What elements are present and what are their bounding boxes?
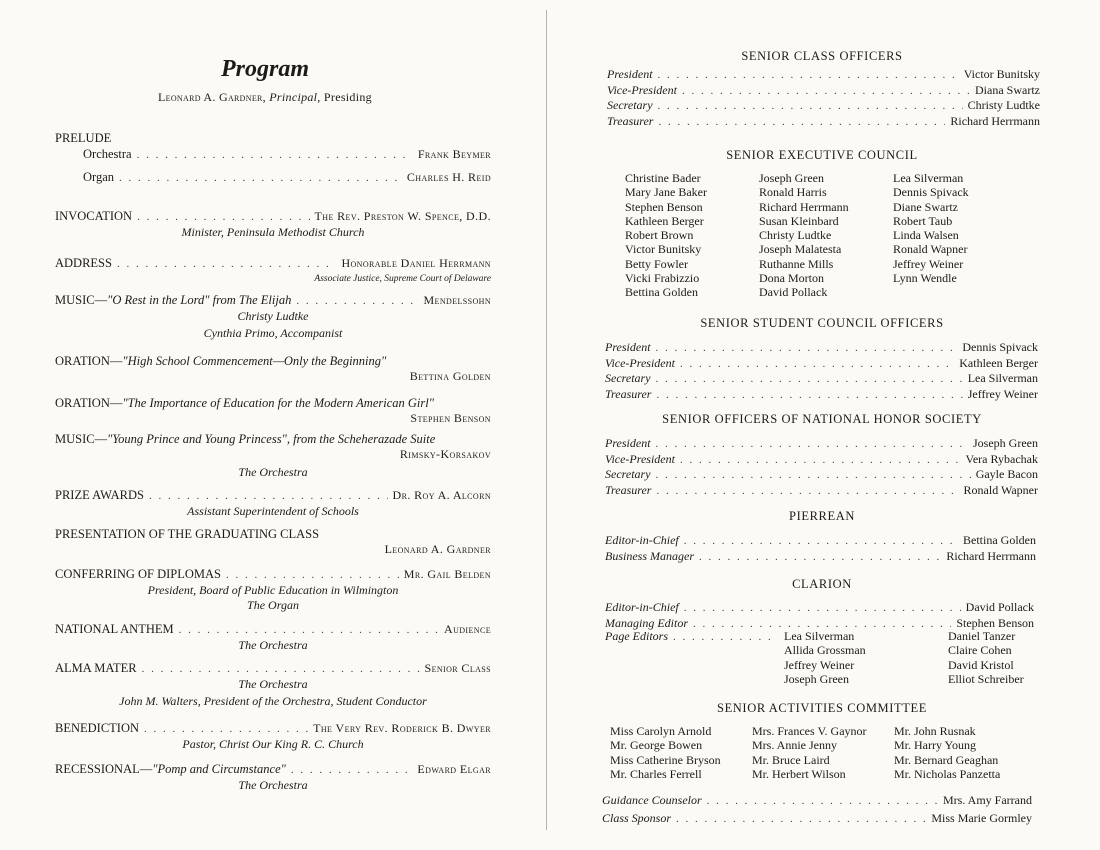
conferring-row xyxy=(55,567,491,583)
member-name: Miss Catherine Bryson xyxy=(610,752,721,767)
anthem-name: Audience xyxy=(444,622,491,636)
alma-mater-conductor: John M. Walters, President of the Orchestra, Student Conductor xyxy=(119,694,427,708)
class-officers-list xyxy=(607,67,1040,129)
oration-2-speaker: Stephen Benson xyxy=(410,411,491,425)
leader-dots xyxy=(673,630,770,645)
conferring-music: The Organ xyxy=(247,598,299,612)
member-name: Joseph Green xyxy=(759,171,824,185)
member-name: Jeffrey Weiner xyxy=(893,256,964,271)
officer-row xyxy=(605,340,1038,356)
leader-dots xyxy=(149,489,388,504)
footer-list xyxy=(602,793,1032,826)
presentation-name: Leonard A. Gardner xyxy=(384,542,491,556)
leader-dots xyxy=(684,601,961,616)
member-name: Mr. Charles Ferrell xyxy=(610,766,702,781)
prize-row xyxy=(55,488,491,504)
leader-dots xyxy=(656,484,958,499)
leader-dots xyxy=(656,372,963,387)
presiding-suffix: Presiding xyxy=(323,90,372,104)
recessional-label: RECESSIONAL— xyxy=(55,762,153,776)
music-2-row xyxy=(55,432,491,447)
activities-col-1 xyxy=(610,724,721,781)
music-1-title: "O Rest in the Lord" from The Elijah xyxy=(107,293,292,307)
oration-item-2 xyxy=(55,396,491,426)
member-name: Dennis Spivack xyxy=(893,185,969,200)
editor-name: Allida Grossman xyxy=(784,643,866,658)
officers-page xyxy=(552,0,1100,850)
leader-dots xyxy=(684,534,958,549)
officer-name: Jeffrey Weiner xyxy=(967,386,1038,401)
officer-row xyxy=(605,600,1034,616)
prize-label: PRIZE AWARDS xyxy=(55,488,144,502)
officer-role: Editor-in-Chief xyxy=(605,533,679,547)
officer-row xyxy=(605,387,1038,403)
member-name: Christine Bader xyxy=(625,171,701,185)
officer-role: Treasurer xyxy=(607,113,654,128)
officer-role: Business Manager xyxy=(605,548,694,563)
pierrean-heading: PIERREAN xyxy=(789,509,855,523)
oration-1-title: "High School Commencement—Only the Beginning" xyxy=(122,354,387,368)
music-2-label: MUSIC— xyxy=(55,432,108,446)
leader-dots xyxy=(656,341,958,356)
address-label: ADDRESS xyxy=(55,256,112,270)
member-name: Linda Walsen xyxy=(893,228,959,243)
activities-heading: SENIOR ACTIVITIES COMMITTEE xyxy=(717,701,927,715)
officer-role: Vice-President xyxy=(607,82,677,97)
member-name: Vicki Frabizzio xyxy=(625,271,700,286)
officer-name: Bettina Golden xyxy=(963,533,1036,547)
member-name: Victor Bunitsky xyxy=(625,242,702,257)
editor-name: David Kristol xyxy=(948,657,1014,672)
student-council-heading: SENIOR STUDENT COUNCIL OFFICERS xyxy=(700,316,944,330)
member-name: Christy Ludtke xyxy=(759,228,832,243)
page-editors-row xyxy=(605,629,775,645)
invocation-detail: Minister, Peninsula Methodist Church xyxy=(181,225,365,239)
music-1-accompanist: Cynthia Primo, Accompanist xyxy=(203,326,343,340)
alma-mater-name: Senior Class xyxy=(424,661,491,675)
invocation-name: The Rev. Preston W. Spence, D.D. xyxy=(314,209,491,223)
member-name: Miss Carolyn Arnold xyxy=(610,724,712,738)
leader-dots xyxy=(119,171,402,186)
leader-dots xyxy=(707,794,938,809)
prize-name: Dr. Roy A. Alcorn xyxy=(392,488,491,502)
address-row xyxy=(55,256,491,272)
leader-dots xyxy=(291,763,413,778)
presentation-label: PRESENTATION OF THE GRADUATING CLASS xyxy=(55,527,320,541)
prelude-orchestra-row xyxy=(55,147,491,163)
executive-council-col-2 xyxy=(759,171,849,300)
officer-name: Victor Bunitsky xyxy=(963,67,1040,81)
pierrean-list xyxy=(605,533,1036,564)
music-item-2 xyxy=(55,432,491,480)
recessional-detail: The Orchestra xyxy=(238,778,308,792)
clarion-list xyxy=(605,600,1034,631)
editor-name: Claire Cohen xyxy=(948,643,1012,658)
officer-row xyxy=(605,483,1038,499)
editor-name: Jeffrey Weiner xyxy=(784,657,855,672)
recessional-title: "Pomp and Circumstance" xyxy=(152,762,286,776)
organ-name: Charles H. Reid xyxy=(406,170,491,184)
member-name: Mr. Bruce Laird xyxy=(752,752,830,767)
member-name: Mr. John Rusnak xyxy=(894,724,976,738)
officer-role: President xyxy=(607,67,653,81)
music-1-composer: Mendelssohn xyxy=(423,293,491,307)
member-name: David Pollack xyxy=(759,285,828,300)
address-item xyxy=(55,256,491,287)
leader-dots xyxy=(658,115,945,130)
prize-detail: Assistant Superintendent of Schools xyxy=(187,504,359,518)
address-name: Honorable Daniel Herrmann xyxy=(341,256,491,270)
oration-1-speaker: Bettina Golden xyxy=(409,369,491,383)
activities-col-2 xyxy=(752,724,867,781)
leader-dots xyxy=(699,550,941,565)
leader-dots xyxy=(296,294,418,309)
member-name: Mr. Bernard Geaghan xyxy=(894,752,999,767)
editor-name: Lea Silverman xyxy=(784,629,855,643)
oration-2-label: ORATION— xyxy=(55,396,123,410)
anthem-detail: The Orchestra xyxy=(238,638,308,652)
alma-mater-item xyxy=(55,661,491,709)
oration-1-row xyxy=(55,354,491,369)
editor-name: Joseph Green xyxy=(784,671,849,686)
music-item-1 xyxy=(55,293,491,341)
member-name: Mrs. Frances V. Gaynor xyxy=(752,724,867,738)
officer-row xyxy=(605,356,1038,372)
presiding-role: Principal, xyxy=(269,90,321,104)
officer-row xyxy=(605,452,1038,468)
member-name: Joseph Malatesta xyxy=(759,242,842,257)
officer-role: Secretary xyxy=(607,98,653,112)
member-name: Diane Swartz xyxy=(893,199,958,214)
officer-row xyxy=(602,793,1032,809)
officer-row xyxy=(607,114,1040,130)
editor-name: Daniel Tanzer xyxy=(948,629,1016,643)
executive-council-heading: SENIOR EXECUTIVE COUNCIL xyxy=(726,148,918,162)
officer-name: Diana Swartz xyxy=(975,82,1040,97)
conferring-detail: President, Board of Public Education in Wilmington xyxy=(147,583,399,597)
leader-dots xyxy=(656,437,968,452)
member-name: Ruthanne Mills xyxy=(759,256,834,271)
recessional-item xyxy=(55,762,491,793)
officer-row xyxy=(605,533,1036,549)
benediction-item xyxy=(55,721,491,752)
officer-role: Treasurer xyxy=(605,386,652,401)
officer-role: Treasurer xyxy=(605,482,652,497)
leader-dots xyxy=(226,568,399,583)
presiding-line xyxy=(0,90,530,105)
member-name: Ronald Wapner xyxy=(893,242,968,257)
officer-role: Class Sponsor xyxy=(602,810,672,825)
address-detail: Associate Justice, Supreme Court of Delaware xyxy=(314,274,491,284)
anthem-item xyxy=(55,622,491,653)
leader-dots xyxy=(676,812,926,827)
member-name: Stephen Benson xyxy=(625,199,703,214)
member-name: Lea Silverman xyxy=(893,171,964,185)
music-1-label: MUSIC— xyxy=(55,293,108,307)
officer-role: Managing Editor xyxy=(605,615,688,630)
leader-dots xyxy=(658,68,959,83)
member-name: Richard Herrmann xyxy=(759,199,849,214)
member-name: Robert Brown xyxy=(625,228,694,243)
alma-mater-row xyxy=(55,661,491,677)
officer-row xyxy=(605,467,1038,483)
invocation-row xyxy=(55,209,491,225)
member-name: Betty Fowler xyxy=(625,256,688,271)
leader-dots xyxy=(144,722,308,737)
officer-row xyxy=(605,549,1036,565)
honor-society-list xyxy=(605,436,1038,498)
leader-dots xyxy=(656,388,962,403)
officer-role: Guidance Counselor xyxy=(602,793,702,807)
prelude-section xyxy=(55,131,491,186)
officer-role: Secretary xyxy=(605,467,651,481)
benediction-label: BENEDICTION xyxy=(55,721,140,735)
officer-name: Vera Rybachak xyxy=(965,451,1038,466)
anthem-row xyxy=(55,622,491,638)
member-name: Susan Kleinbard xyxy=(759,213,839,228)
leader-dots xyxy=(682,84,970,99)
page-title: Program xyxy=(220,56,309,82)
officer-role: President xyxy=(605,340,651,354)
officer-name: Mrs. Amy Farrand xyxy=(943,793,1032,807)
orchestra-name: Frank Beymer xyxy=(417,147,491,161)
member-name: Mrs. Annie Jenny xyxy=(752,738,837,753)
member-name: Mr. Harry Young xyxy=(894,738,977,753)
class-officers-heading: SENIOR CLASS OFFICERS xyxy=(741,49,903,63)
conferring-name: Mr. Gail Belden xyxy=(403,567,491,581)
officer-name: Richard Herrmann xyxy=(950,113,1040,128)
officer-role: Editor-in-Chief xyxy=(605,600,679,614)
oration-2-row xyxy=(55,396,491,411)
officer-name: Christy Ludtke xyxy=(967,98,1040,112)
page-editors-col-1 xyxy=(784,629,866,686)
officer-role: Vice-President xyxy=(605,451,675,466)
officer-name: Kathleen Berger xyxy=(959,355,1038,370)
leader-dots xyxy=(137,148,413,163)
page-editors-label: Page Editors xyxy=(605,629,668,643)
member-name: Bettina Golden xyxy=(625,285,698,300)
activities-col-3 xyxy=(894,724,1000,781)
prize-item xyxy=(55,488,491,519)
leader-dots xyxy=(656,468,971,483)
member-name: Robert Taub xyxy=(893,213,953,228)
orchestra-label: Orchestra xyxy=(83,147,132,161)
officer-name: Stephen Benson xyxy=(956,615,1034,630)
officer-row xyxy=(605,436,1038,452)
recessional-composer: Edward Elgar xyxy=(417,762,491,776)
prelude-organ-row xyxy=(55,170,491,186)
member-name: Kathleen Berger xyxy=(625,213,704,228)
officer-role: Vice-President xyxy=(605,355,675,370)
invocation-item xyxy=(55,209,491,240)
officer-name: Miss Marie Gormley xyxy=(931,810,1032,825)
benediction-name: The Very Rev. Roderick B. Dwyer xyxy=(313,721,491,735)
officer-name: Gayle Bacon xyxy=(975,467,1038,481)
prelude-label: PRELUDE xyxy=(55,131,112,145)
clarion-heading: CLARION xyxy=(792,577,852,591)
officer-role: Secretary xyxy=(605,371,651,385)
music-2-title: "Young Prince and Young Princess", from the Scheherazade Suite xyxy=(107,432,436,446)
leader-dots xyxy=(117,257,336,272)
presiding-name: Leonard A. Gardner, xyxy=(158,90,266,104)
benediction-detail: Pastor, Christ Our King R. C. Church xyxy=(182,737,364,751)
music-2-performer: The Orchestra xyxy=(238,465,308,479)
recessional-row xyxy=(55,762,491,778)
page-editors-col-2 xyxy=(948,629,1024,686)
officer-name: David Pollack xyxy=(965,600,1034,614)
leader-dots xyxy=(179,623,439,638)
student-council-list xyxy=(605,340,1038,402)
page-editors-label-row xyxy=(605,629,775,645)
leader-dots xyxy=(137,210,309,225)
oration-1-label: ORATION— xyxy=(55,354,123,368)
conferring-label: CONFERRING OF DIPLOMAS xyxy=(55,567,221,581)
benediction-row xyxy=(55,721,491,737)
officer-name: Richard Herrmann xyxy=(946,548,1036,563)
member-name: Dona Morton xyxy=(759,271,824,286)
officer-role: President xyxy=(605,436,651,450)
executive-council-col-1 xyxy=(625,171,707,300)
member-name: Mr. Nicholas Panzetta xyxy=(894,766,1001,781)
alma-mater-label: ALMA MATER xyxy=(55,661,137,675)
leader-dots xyxy=(680,357,954,372)
member-name: Lynn Wendle xyxy=(893,271,957,286)
member-name: Mary Jane Baker xyxy=(625,185,707,200)
officer-name: Ronald Wapner xyxy=(963,482,1038,497)
executive-council-col-3 xyxy=(893,171,969,285)
conferring-item xyxy=(55,567,491,613)
honor-society-heading: SENIOR OFFICERS OF NATIONAL HONOR SOCIETY xyxy=(662,412,982,426)
member-name: Mr. George Bowen xyxy=(610,738,703,753)
officer-row xyxy=(607,83,1040,99)
member-name: Ronald Harris xyxy=(759,185,827,200)
officer-row xyxy=(602,811,1032,827)
music-1-performer: Christy Ludtke xyxy=(237,309,309,323)
alma-mater-detail: The Orchestra xyxy=(238,677,308,691)
leader-dots xyxy=(680,453,961,468)
officer-row xyxy=(607,67,1040,83)
organ-label: Organ xyxy=(83,170,115,184)
officer-row xyxy=(607,98,1040,114)
officer-name: Joseph Green xyxy=(973,436,1038,450)
member-name: Mr. Herbert Wilson xyxy=(752,766,846,781)
presentation-item xyxy=(55,527,491,557)
music-2-composer: Rimsky-Korsakov xyxy=(399,447,491,461)
oration-2-title: "The Importance of Education for the Modern American Girl" xyxy=(122,396,434,410)
officer-name: Dennis Spivack xyxy=(962,340,1038,354)
oration-item-1 xyxy=(55,354,491,384)
music-1-row xyxy=(55,293,491,309)
anthem-label: NATIONAL ANTHEM xyxy=(55,622,174,636)
invocation-label: INVOCATION xyxy=(55,209,133,223)
leader-dots xyxy=(142,662,420,677)
officer-name: Lea Silverman xyxy=(967,371,1038,385)
officer-row xyxy=(605,371,1038,387)
leader-dots xyxy=(658,99,963,114)
editor-name: Elliot Schreiber xyxy=(948,671,1024,686)
